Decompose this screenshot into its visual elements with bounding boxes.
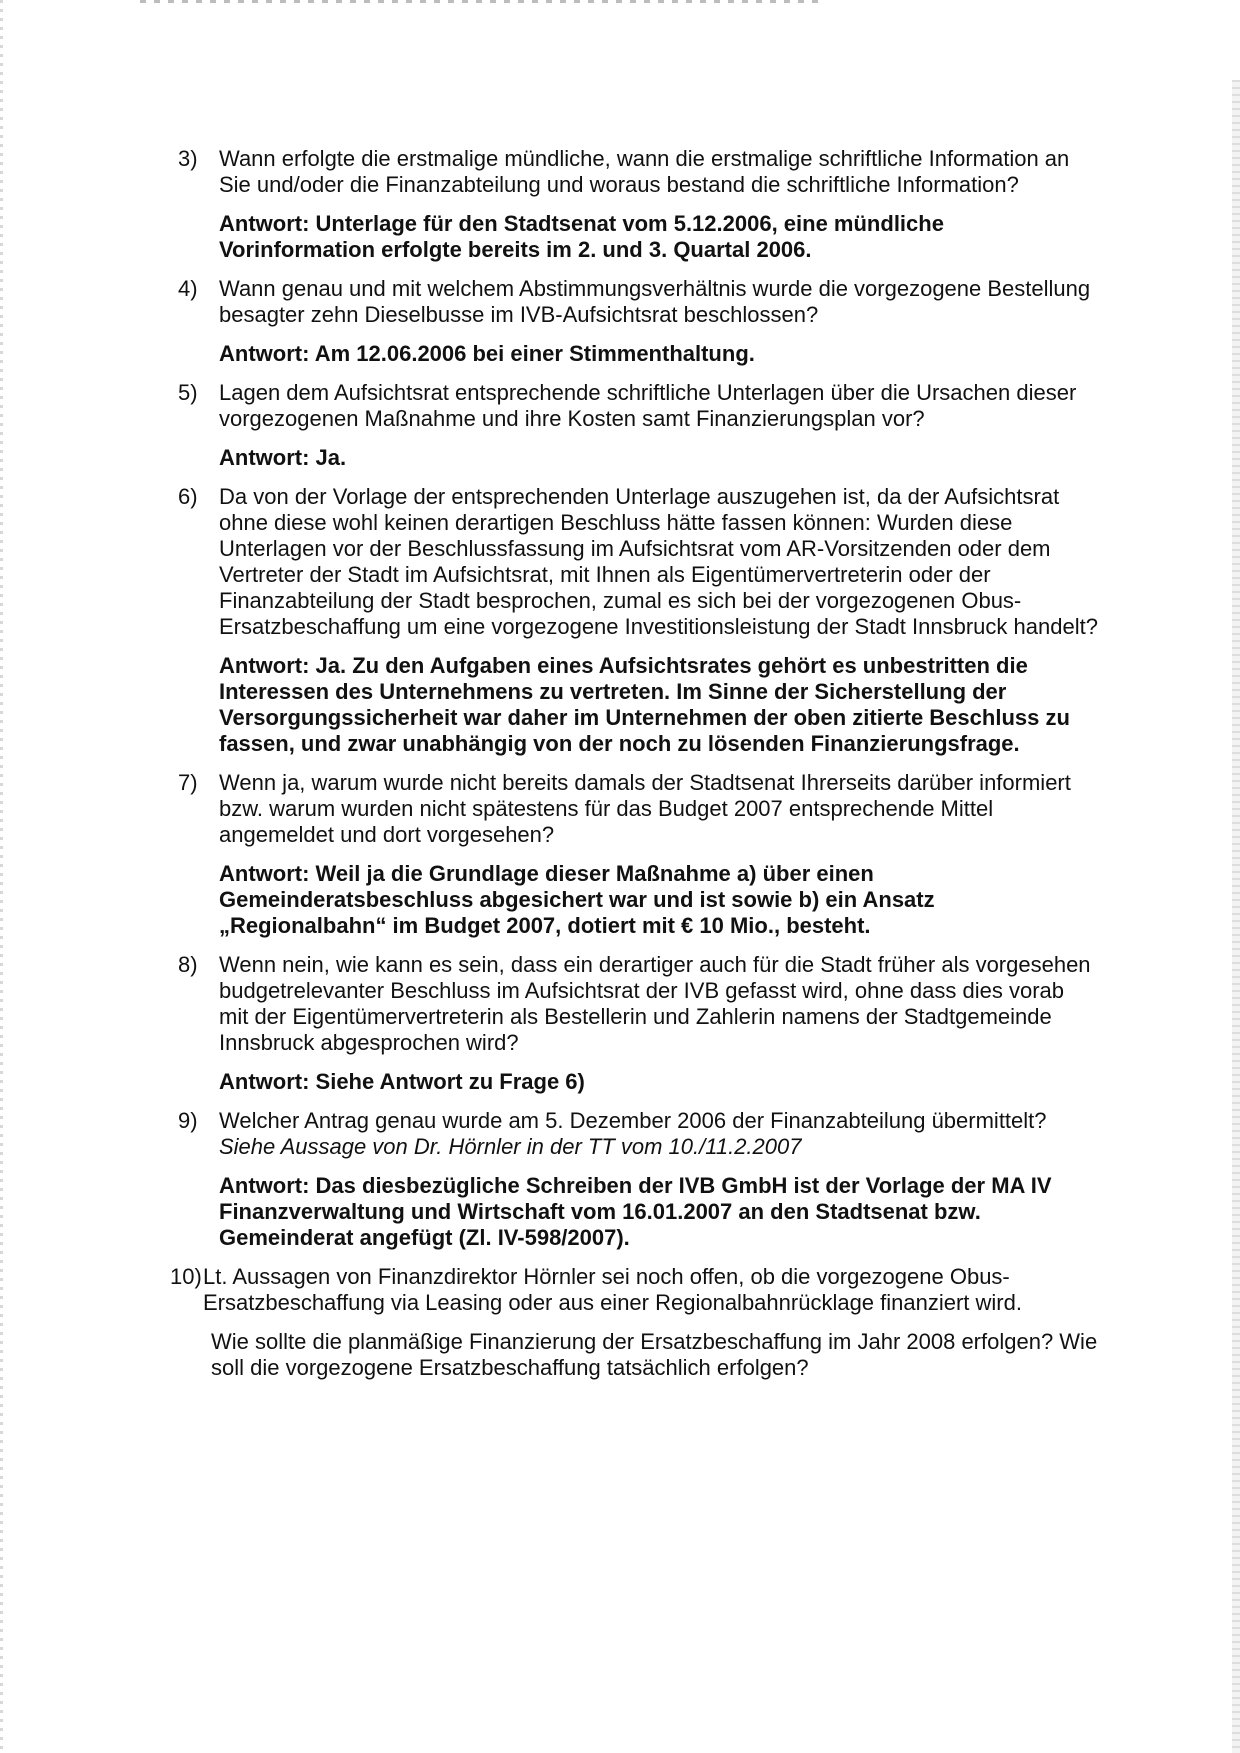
answer-text: Antwort: Siehe Antwort zu Frage 6) xyxy=(219,1069,585,1094)
qa-item-7 xyxy=(178,770,1098,939)
question-text: Wann genau und mit welchem Abstimmungsverhältnis wurde die vorgezogene Bestellung besagter zehn Dieselbusse im IVB-Aufsichtsrat beschlossen? xyxy=(219,276,1091,327)
qa-item-3 xyxy=(178,146,1098,263)
answer-text: Antwort: Das diesbezügliche Schreiben der IVB GmbH ist der Vorlage der MA IV Finanzverwaltung und Wirtschaft vom 16.01.2007 an den Stadtsenat bzw. Gemeinderat angefügt (Zl. IV-598/2007). xyxy=(219,1173,1052,1250)
question-number: 9) xyxy=(178,1108,198,1133)
scan-edge-right xyxy=(1232,80,1240,1753)
question-text: Lt. Aussagen von Finanzdirektor Hörnler sei noch offen, ob die vorgezogene Obus-Ersatzbeschaffung via Leasing oder aus einer Regionalbahnrücklage finanziert wird. xyxy=(203,1264,1022,1315)
question-number: 10) xyxy=(170,1264,202,1289)
question-row xyxy=(178,484,1098,640)
answer-text: Antwort: Ja. Zu den Aufgaben eines Aufsichtsrates gehört es unbestritten die Interessen des Unternehmens zu vertreten. Im Sinne der Sicherstellung der Versorgungssicherheit war daher im Unternehmen der oben zitierte Beschluss zu fassen, und zwar unabhängig von der noch zu lösenden Finanzierungsfrage. xyxy=(219,653,1070,756)
question-text: Wann erfolgte die erstmalige mündliche, wann die erstmalige schriftliche Information an Sie und/oder die Finanzabteilung und woraus bestand die schriftliche Information? xyxy=(219,146,1070,197)
question-number: 3) xyxy=(178,146,198,171)
answer-text: Antwort: Weil ja die Grundlage dieser Maßnahme a) über einen Gemeinderatsbeschluss abgesichert war und ist sowie b) ein Ansatz „Regionalbahn“ im Budget 2007, dotiert mit € 10 Mio., besteht. xyxy=(219,861,935,938)
question-text: Lagen dem Aufsichtsrat entsprechende schriftliche Unterlagen über die Ursachen dieser vorgezogenen Maßnahme und ihre Kosten samt Finanzierungsplan vor? xyxy=(219,380,1077,431)
qa-item-5 xyxy=(178,380,1098,471)
document-body xyxy=(170,146,1098,1381)
question-number: 4) xyxy=(178,276,198,301)
followup-question: Wie sollte die planmäßige Finanzierung der Ersatzbeschaffung im Jahr 2008 erfolgen? Wie soll die vorgezogene Ersatzbeschaffung tatsächlich erfolgen? xyxy=(211,1329,1098,1380)
answer-text: Antwort: Ja. xyxy=(219,445,347,470)
answer-text: Antwort: Am 12.06.2006 bei einer Stimmenthaltung. xyxy=(219,341,755,366)
qa-item-10 xyxy=(170,1264,1098,1381)
question-row xyxy=(178,1108,1098,1160)
question-text xyxy=(219,1108,1098,1160)
question-number: 7) xyxy=(178,770,198,795)
qa-item-6 xyxy=(178,484,1098,757)
question-row xyxy=(170,1264,1098,1316)
question-row xyxy=(178,276,1098,328)
question-text: Wenn ja, warum wurde nicht bereits damals der Stadtsenat Ihrerseits darüber informiert bzw. warum wurden nicht spätestens für das Budget 2007 entsprechende Mittel angemeldet und dort vorgesehen? xyxy=(219,770,1071,847)
question-row xyxy=(178,380,1098,432)
answer-text: Antwort: Unterlage für den Stadtsenat vom 5.12.2006, eine mündliche Vorinformation erfolgte bereits im 2. und 3. Quartal 2006. xyxy=(219,211,944,262)
question-text: Da von der Vorlage der entsprechenden Unterlage auszugehen ist, da der Aufsichtsrat ohne diese wohl keinen derartigen Beschluss hätte fassen können: Wurden diese Unterlagen vor der Beschlussfassung im Aufsichtsrat vom AR-Vorsitzenden oder dem Vertreter der Stadt im Aufsichtsrat, mit Ihnen als Eigentümervertreterin oder der Finanzabteilung der Stadt besprochen, zumal es sich bei der vorgezogenen Obus-Ersatzbeschaffung um eine vorgezogene Investitionsleistung der Stadt Innsbruck handelt? xyxy=(219,484,1098,639)
question-number: 5) xyxy=(178,380,198,405)
question-note: Siehe Aussage von Dr. Hörnler in der TT vom 10./11.2.2007 xyxy=(219,1134,802,1159)
scan-edge-left xyxy=(0,0,3,1753)
question-row xyxy=(178,770,1098,848)
question-row xyxy=(178,146,1098,198)
scan-top-artifact xyxy=(140,0,820,3)
question-number: 6) xyxy=(178,484,198,509)
question-main: Welcher Antrag genau wurde am 5. Dezember 2006 der Finanzabteilung übermittelt? xyxy=(219,1108,1047,1133)
qa-item-4 xyxy=(178,276,1098,367)
qa-item-8 xyxy=(178,952,1098,1095)
question-row xyxy=(178,952,1098,1056)
qa-item-9 xyxy=(178,1108,1098,1251)
question-text: Wenn nein, wie kann es sein, dass ein derartiger auch für die Stadt früher als vorgesehen budgetrelevanter Beschluss im Aufsichtsrat der IVB gefasst wird, ohne dass dies vorab mit der Eigentümervertreterin als Bestellerin und Zahlerin namens der Stadtgemeinde Innsbruck abgesprochen wird? xyxy=(219,952,1091,1055)
question-number: 8) xyxy=(178,952,198,977)
